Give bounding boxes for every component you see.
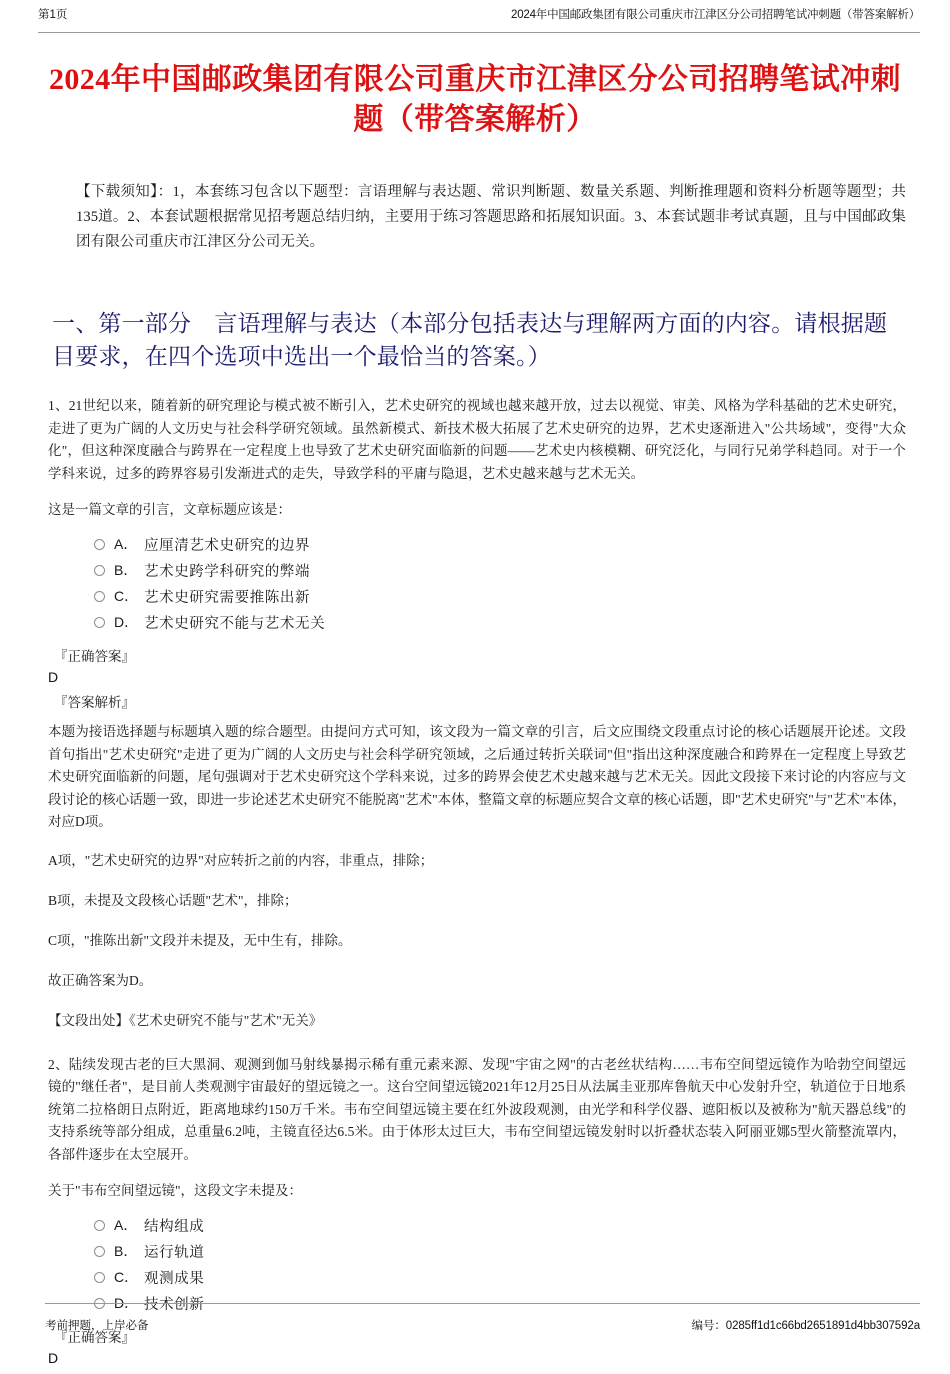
option-label: 艺术史研究不能与艺术无关	[144, 615, 326, 632]
option-row[interactable]	[94, 1264, 906, 1290]
footer-document-id	[692, 1317, 920, 1333]
footer-slogan: 考前押题，上岸必备	[45, 1320, 149, 1332]
option-row[interactable]	[94, 609, 906, 635]
option-row[interactable]	[94, 583, 906, 609]
option-label: 艺术史研究需要推陈出新	[144, 589, 311, 606]
analysis-line-b: B项，未提及文段核心话题"艺术"，排除；	[48, 892, 298, 908]
option-label: 观测成果	[144, 1270, 205, 1287]
document-body	[48, 180, 906, 1374]
section-heading: 一、第一部分 言语理解与表达（本部分包括表达与理解两方面的内容。请根据题目要求，在四个选项中选出一个最恰当的答案。）	[52, 311, 888, 369]
option-letter: C．	[114, 1269, 139, 1285]
correct-answer-value: D	[48, 1350, 59, 1366]
correct-answer-label: 『正确答案』	[54, 1330, 135, 1345]
answer-explanation-label: 『答案解析』	[54, 695, 135, 710]
option-letter: C．	[114, 588, 139, 604]
question-prompt: 关于"韦布空间望远镜"，这段文字未提及：	[48, 1183, 303, 1198]
analysis-line-a: A项，"艺术史研究的边界"对应转折之前的内容，非重点，排除；	[48, 852, 434, 868]
option-letter: B．	[114, 1243, 138, 1259]
correct-answer-label: 『正确答案』	[54, 649, 135, 664]
option-label: 运行轨道	[144, 1244, 205, 1261]
answer-explanation-text: 本题为接语选择题与标题填入题的综合题型。由提问方式可知，该文段为一篇文章的引言，后文应围绕文段重点讨论的核心话题展开论述。文段首句指出"艺术史研究"走进了更为广阔的人文历史与社会科学研究领域，之后通过转折关联词"但"指出这种深度融合和跨界在一定程度上导致艺术史研究面临新的问题，尾句强调对于艺术史研究这个学科来说，过多的跨界会使艺术史越来越与艺术无关。因此文段接下来讨论的内容应与文段讨论的核心话题一致，即进一步论述艺术史研究不能脱离"艺术"本体，整篇文章的标题应契合文章的核心话题，即"艺术史研究"与"艺术"本体，对应D项。	[48, 724, 906, 829]
option-list	[94, 531, 906, 635]
option-list	[94, 1212, 906, 1316]
running-title: 2024年中国邮政集团有限公司重庆市江津区分公司招聘笔试冲刺题（带答案解析）	[511, 9, 920, 21]
page-header	[38, 8, 920, 33]
analysis-conclusion: 故正确答案为D。	[48, 972, 153, 988]
page-footer	[45, 1303, 920, 1333]
footer-id-label: 编号：	[691, 1320, 726, 1332]
page-title: 2024年中国邮政集团有限公司重庆市江津区分公司招聘笔试冲刺题（带答案解析）	[49, 63, 901, 137]
question-prompt: 这是一篇文章的引言，文章标题应该是：	[48, 502, 291, 517]
option-label: 技术创新	[144, 1296, 205, 1313]
option-letter: A．	[114, 1217, 138, 1233]
download-notice: 【下载须知】：1，本套练习包含以下题型：言语理解与表达题、常识判断题、数量关系题、判断推理题和资料分析题等题型；共135道。2、本套试题根据常见招考题总结归纳，主要用于练习答题思路和拓展知识面。3、本套试题非考试真题，且与中国邮政集团有限公司重庆市江津区分公司无关。	[76, 184, 906, 250]
page-number-label: 第1页	[38, 9, 68, 21]
radio-icon[interactable]	[94, 617, 105, 628]
radio-icon[interactable]	[94, 1272, 105, 1283]
question-stem: 2、陆续发现古老的巨大黑洞、观测到伽马射线暴揭示稀有重元素来源、发现"宇宙之网"的古老丝状结构……韦布空间望远镜作为哈勃空间望远镜的"继任者"，是目前人类观测宇宙最好的望远镜之一。这台空间望远镜2021年12月25日从法属圭亚那库鲁航天中心发射升空，轨道位于日地系统第二拉格朗日点附近，距离地球约150万千米。韦布空间望远镜主要在红外波段观测，由光学和科学仪器、遮阳板以及被称为"航天器总线"的支持系统等部分组成，总重量6.2吨，主镜直径达6.5米。由于体形太过巨大，韦布空间望远镜发射时以折叠状态装入阿丽亚娜5型火箭整流罩内，各部件逐步在太空展开。	[48, 1056, 906, 1162]
option-label: 结构组成	[144, 1218, 205, 1235]
correct-answer-value: D	[48, 669, 59, 685]
option-row[interactable]	[94, 1212, 906, 1238]
option-letter: B．	[114, 562, 138, 578]
passage-source: 【文段出处】《艺术史研究不能与"艺术"无关》	[48, 1012, 323, 1028]
radio-icon[interactable]	[94, 591, 105, 602]
radio-icon[interactable]	[94, 539, 105, 550]
option-label: 艺术史跨学科研究的弊端	[144, 563, 311, 580]
footer-id-value: 0285ff1d1c66bd2651891d4bb307592a	[725, 1320, 920, 1332]
option-row[interactable]	[94, 531, 906, 557]
analysis-line-c: C项，"推陈出新"文段并未提及，无中生有，排除。	[48, 932, 352, 948]
option-row[interactable]	[94, 1238, 906, 1264]
option-letter: D．	[114, 1295, 139, 1311]
question-stem: 1、21世纪以来，随着新的研究理论与模式被不断引入，艺术史研究的视域也越来越开放，过去以视觉、审美、风格为学科基础的艺术史研究，走进了更为广阔的人文历史与社会科学研究领域。虽然新模式、新技术极大拓展了艺术史研究的边界，艺术史逐渐进入"公共场域"，变得"大众化"，但这种深度融合与跨界在一定程度上也导致了艺术史研究面临新的问题——艺术史内核模糊、研究泛化，与同行兄弟学科趋同。对于一个学科来说，过多的跨界容易引发渐进式的走失，导致学科的平庸与隐退，艺术史越来越与艺术无关。	[48, 398, 906, 481]
question-block	[48, 395, 906, 1032]
option-letter: D．	[114, 614, 139, 630]
radio-icon[interactable]	[94, 1246, 105, 1257]
option-row[interactable]	[94, 557, 906, 583]
radio-icon[interactable]	[94, 1220, 105, 1231]
radio-icon[interactable]	[94, 565, 105, 576]
option-label: 应厘清艺术史研究的边界	[144, 537, 311, 554]
option-letter: A．	[114, 536, 138, 552]
